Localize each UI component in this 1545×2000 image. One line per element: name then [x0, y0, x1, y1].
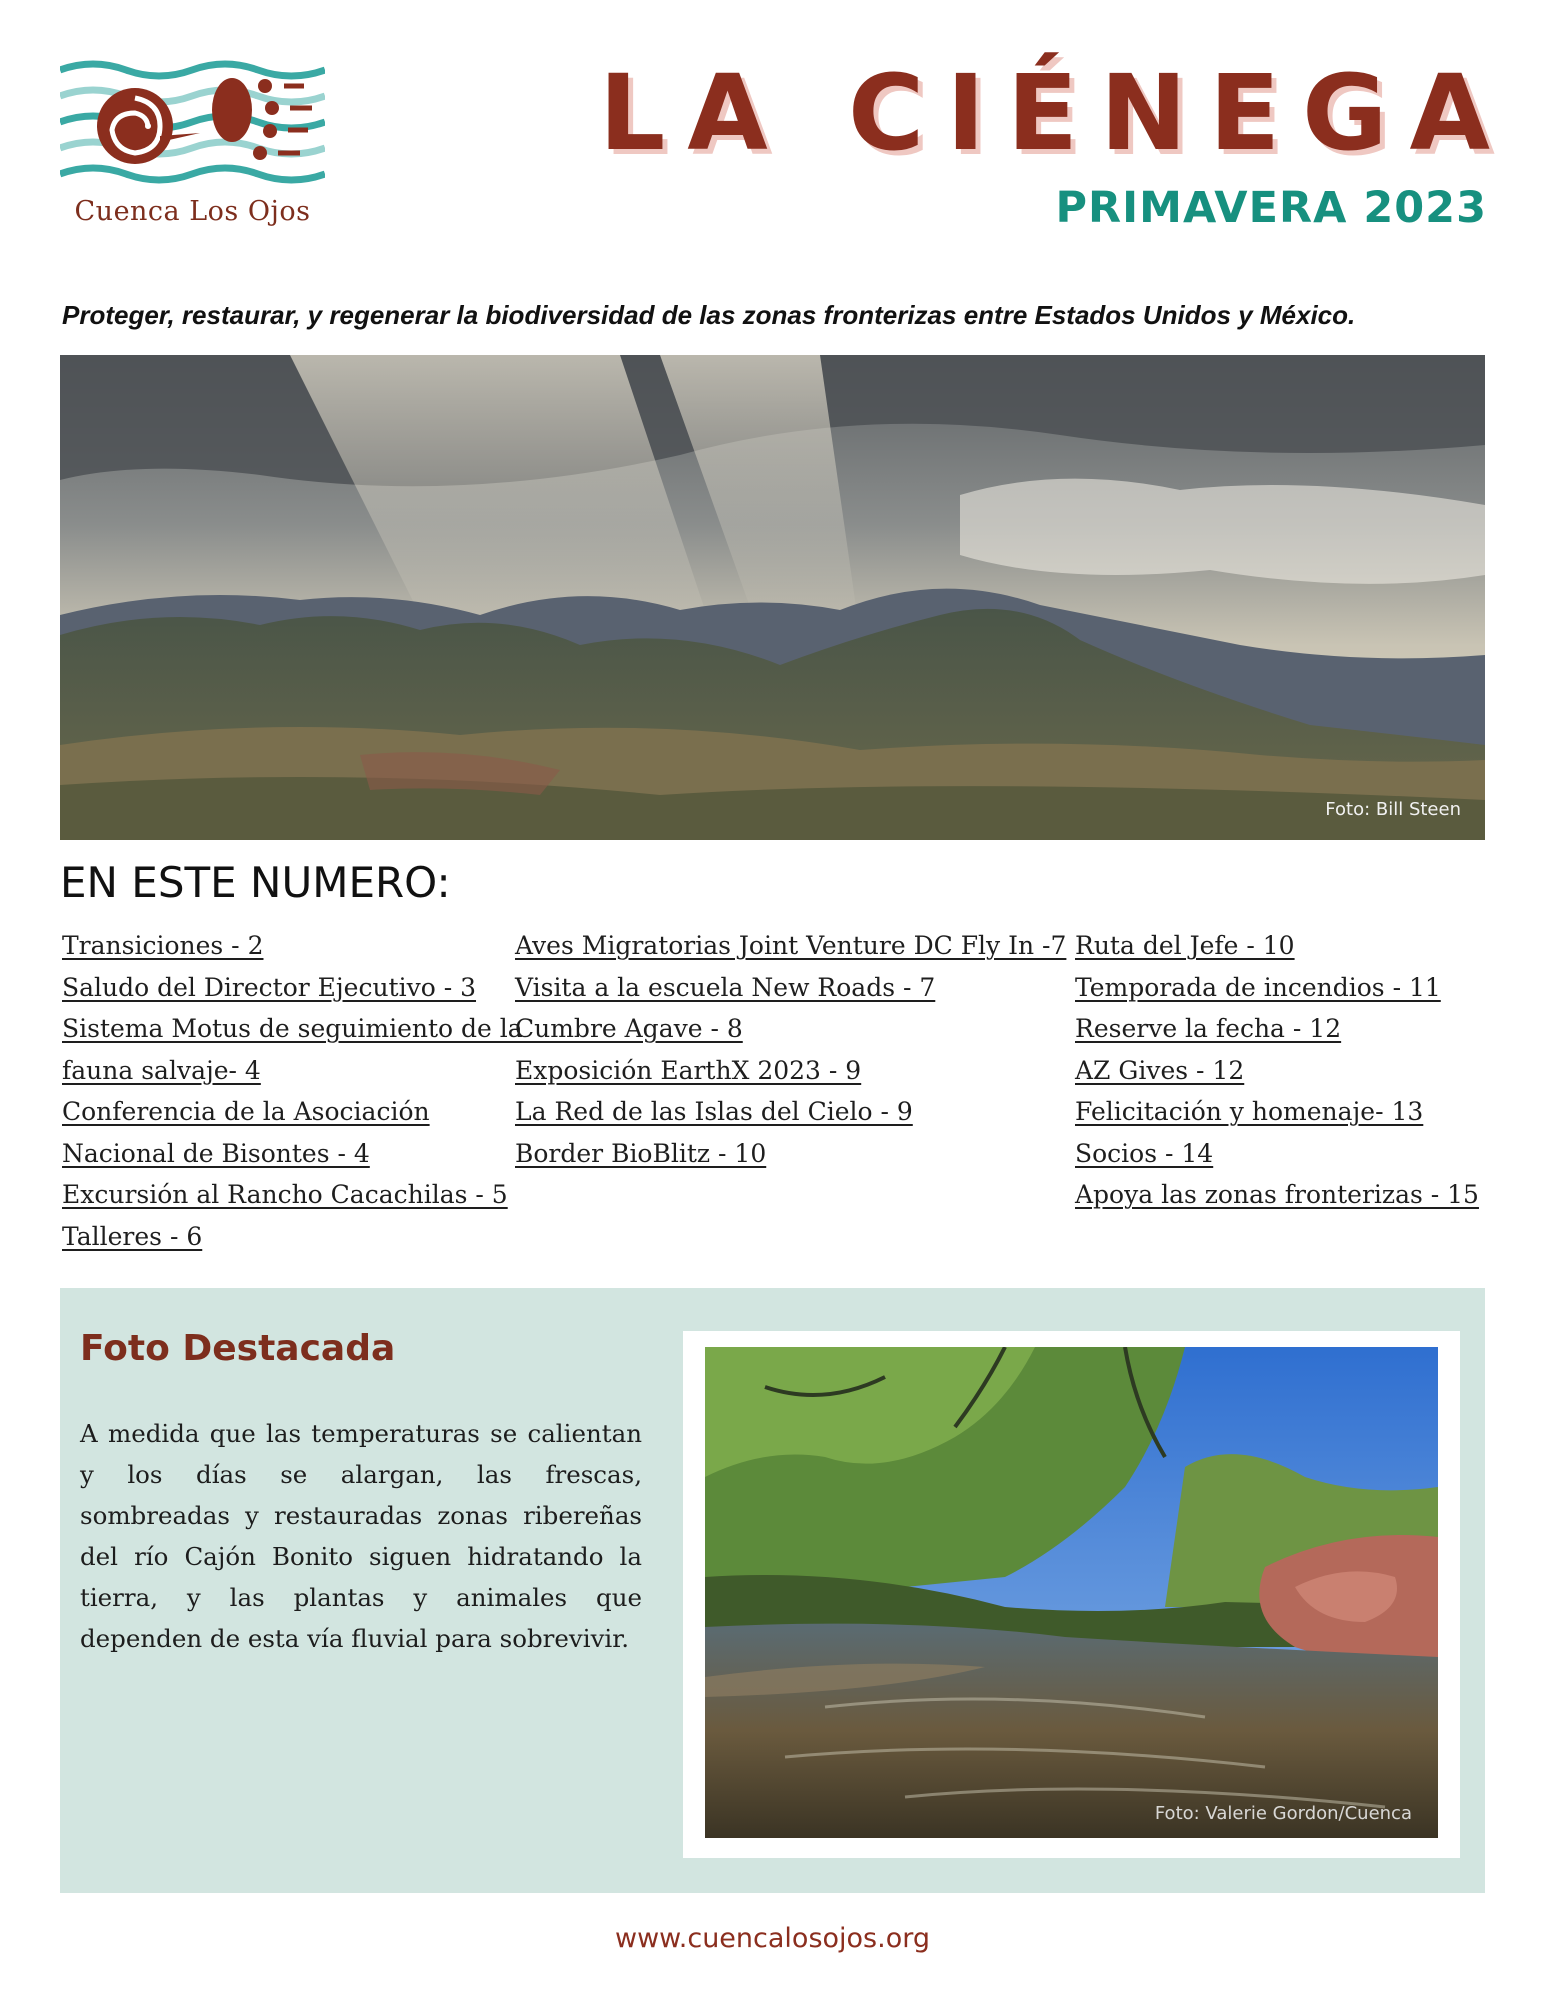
logo-mark [60, 58, 325, 198]
toc-link[interactable]: Visita a la escuela New Roads - 7 [515, 972, 936, 1002]
featured-photo [705, 1347, 1438, 1838]
website-link[interactable]: www.cuencalosojos.org [615, 1923, 930, 1954]
contents-column-1 [62, 925, 523, 1257]
paw-print-icon [212, 78, 312, 160]
contents-heading: EN ESTE NUMERO: [60, 858, 451, 907]
toc-link[interactable]: Cumbre Agave - 8 [515, 1014, 743, 1043]
featured-title: Foto Destacada [80, 1328, 396, 1369]
featured-photo-frame [683, 1331, 1460, 1858]
toc-link[interactable]: Nacional de Bisontes - 4 [62, 1138, 370, 1168]
toc-link[interactable]: Transiciones - 2 [62, 931, 264, 960]
toc-link[interactable]: Conferencia de la Asociación [62, 1097, 430, 1126]
toc-link[interactable]: Temporada de incendios - 11 [1075, 972, 1441, 1002]
contents-column-2 [515, 925, 1067, 1174]
toc-link[interactable]: Excursión al Rancho Cacachilas - 5 [62, 1180, 508, 1209]
toc-link[interactable]: Aves Migratorias Joint Venture DC Fly In -7 [515, 931, 1067, 960]
toc-link[interactable]: fauna salvaje- 4 [62, 1055, 261, 1085]
featured-photo-panel [60, 1288, 1485, 1893]
toc-link[interactable]: AZ Gives - 12 [1075, 1055, 1245, 1085]
toc-link[interactable]: Felicitación y homenaje- 13 [1075, 1097, 1424, 1126]
featured-description: A medida que las temperaturas se calientan y los días se alargan, las frescas, sombreadas y restauradas zonas ribereñas del río Cajón Bonito siguen hidratando la tierra, y las plantas y animales que dependen de esta vía fluvial para sobrevivir. [80, 1419, 642, 1653]
toc-link[interactable]: Sistema Motus de seguimiento de la [62, 1014, 523, 1043]
logo-org-name: Cuenca Los Ojos [74, 196, 311, 227]
toc-link[interactable]: Exposición EarthX 2023 - 9 [515, 1055, 862, 1085]
toc-link[interactable]: La Red de las Islas del Cielo - 9 [515, 1097, 913, 1126]
toc-link[interactable]: Apoya las zonas fronterizas - 15 [1075, 1180, 1479, 1209]
toc-link[interactable]: Saludo del Director Ejecutivo - 3 [62, 972, 477, 1002]
mission-statement: Proteger, restaurar, y regenerar la biodiversidad de las zonas fronterizas entre Estados Unidos y México. [62, 300, 1356, 330]
toc-link[interactable]: Socios - 14 [1075, 1138, 1214, 1168]
contents-column-3 [1075, 925, 1485, 1216]
hero-photo [60, 355, 1485, 840]
toc-link[interactable]: Border BioBlitz - 10 [515, 1138, 767, 1168]
toc-link[interactable]: Reserve la fecha - 12 [1075, 1014, 1342, 1043]
hero-photo-credit: Foto: Bill Steen [1325, 799, 1461, 820]
issue-season: PRIMAVERA 2023 [1055, 183, 1487, 233]
toc-link[interactable]: Talleres - 6 [62, 1221, 203, 1251]
featured-photo-credit: Foto: Valerie Gordon/Cuenca [1154, 1803, 1412, 1824]
toc-link[interactable]: Ruta del Jefe - 10 [1075, 931, 1295, 960]
newsletter-title: LA CIÉNEGA [599, 52, 1512, 174]
